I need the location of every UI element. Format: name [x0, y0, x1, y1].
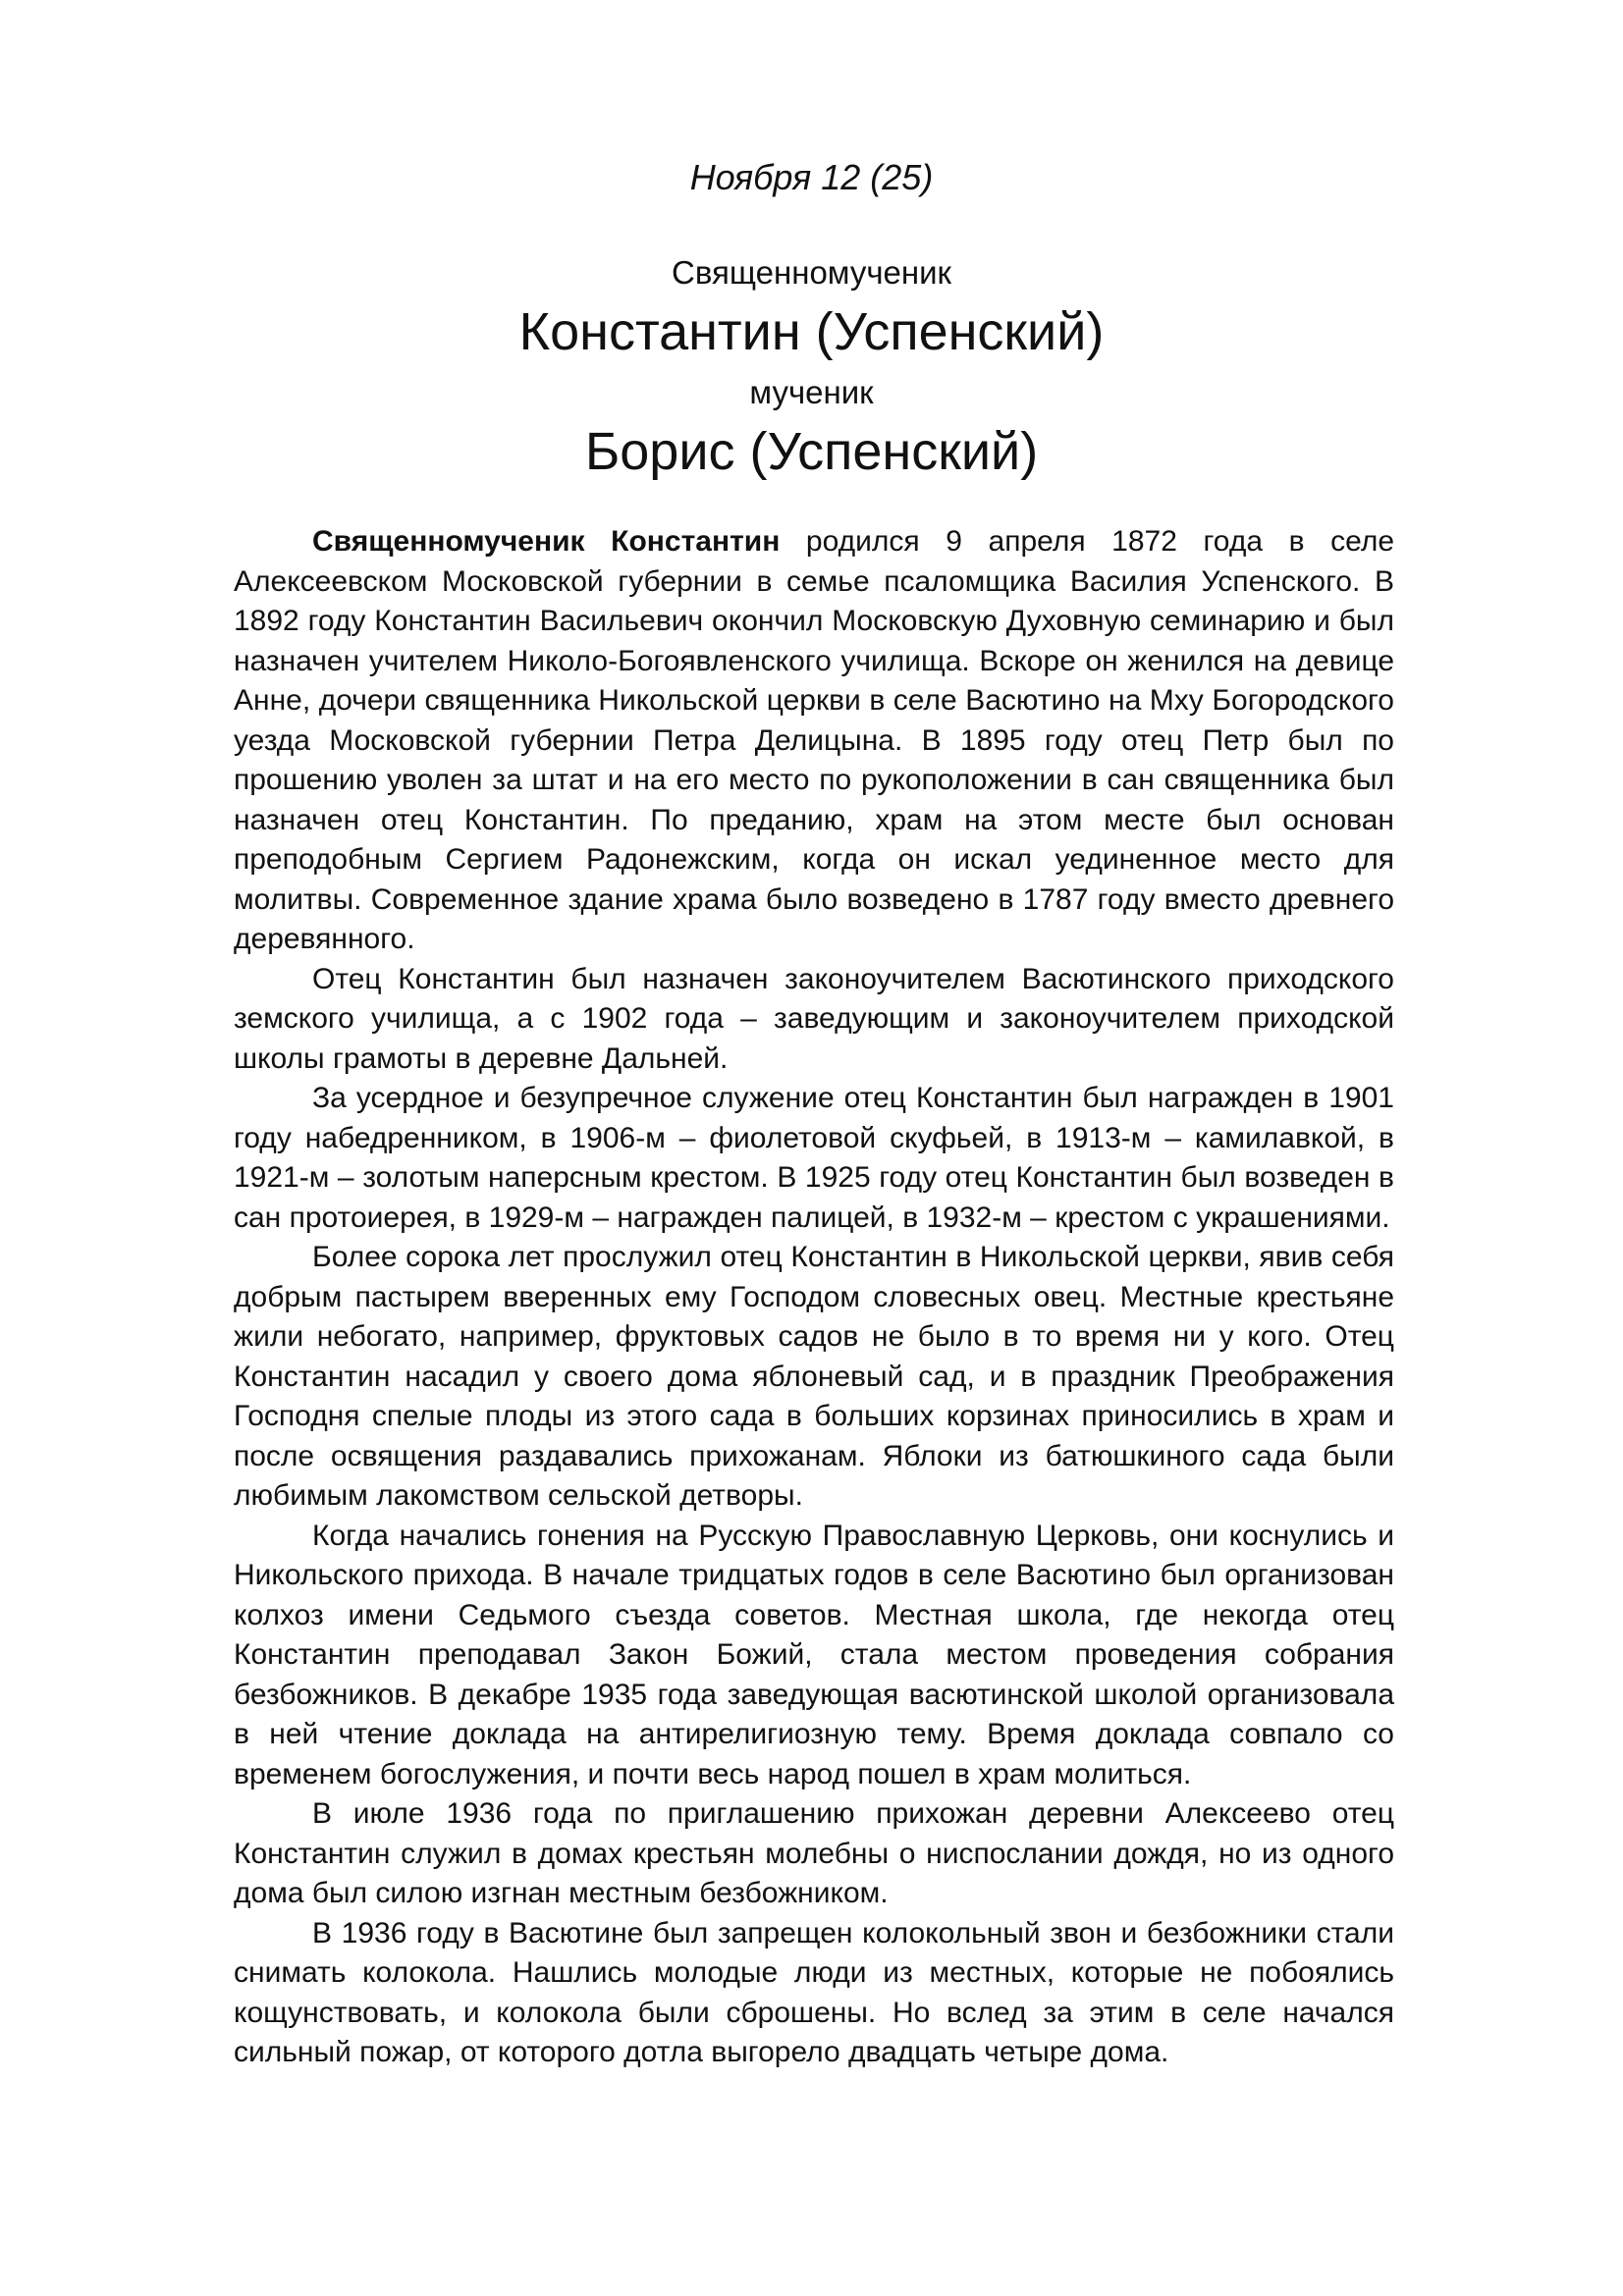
- lead-bold-text: Священномученик Константин: [312, 525, 781, 558]
- title-rank-2: мученик: [749, 374, 874, 410]
- title-name-1: Константин (Успенский): [518, 302, 1105, 361]
- title-rank-1: Священномученик: [672, 254, 951, 291]
- paragraph-7: В 1936 году в Васютине был запрещен колокольный звон и безбожники стали снимать колокола. Нашлись молодые люди из местных, которые не побоялись кощунствовать, и колокола были сброшены. Но вслед за этим в селе начался сильный пожар, от которого дотла выгорело двадцать четыре дома.: [234, 1916, 1394, 2068]
- article-body: [234, 522, 1394, 2073]
- paragraph-6: В июле 1936 года по приглашению прихожан деревни Алексеево отец Константин служил в домах крестьян молебны о ниспослании дождя, но из одного дома был силою изгнан местным безбожником.: [234, 1797, 1394, 1909]
- paragraph-2: Отец Константин был назначен законоучителем Васютинского приходского земского училища, а с 1902 года – заведующим и законоучителем приходской школы грамоты в деревне Дальней.: [234, 962, 1394, 1075]
- title-name-2: Борис (Успенский): [584, 422, 1039, 481]
- paragraph-3: За усердное и безупречное служение отец Константин был награжден в 1901 году набедренником, в 1906-м – фиолетовой скуфьей, в 1913-м – камилавкой, в 1921-м – золотым наперсным крестом. В 1925 году отец Константин был возведен в сан протоиерея, в 1929-м – награжден палицей, в 1932-м – крестом с украшениями.: [234, 1082, 1394, 1234]
- paragraph-4: Более сорока лет прослужил отец Константин в Никольской церкви, явив себя добрым пастырем вверенных ему Господом словесных овец. Местные крестьяне жили небогато, например, фруктовых садов не было в то время ни у кого. Отец Константин насадил у своего дома яблоневый сад, и в праздник Преображения Господня спелые плоды из этого сада в больших корзинах приносились в храм и после освящения раздавались прихожанам. Яблоки из батюшкиного сада были любимым лакомством сельской детворы.: [234, 1241, 1394, 1512]
- paragraph-1-text: родился 9 апреля 1872 года в селе Алексеевском Московской губернии в семье псаломщика Василия Успенского. В 1892 году Константин Васильевич окончил Московскую Духовную семинарию и был назначен учителем Николо-Богоявленского училища. Вскоре он женился на девице Анне, дочери священника Никольской церкви в селе Васютино на Мху Богородского уезда Московской губернии Петра Делицына. В 1895 году отец Петр был по прошению уволен за штат и на его место по рукоположении в сан священника был назначен отец Константин. По преданию, храм на этом месте был основан преподобным Сергием Радонежским, когда он искал уединенное место для молитвы. Современное здание храма было возведено в 1787 году вместо древнего деревянного.: [234, 525, 1395, 955]
- feast-date: Ноября 12 (25): [689, 157, 934, 197]
- paragraph-5: Когда начались гонения на Русскую Православную Церковь, они коснулись и Никольского прихода. В начале тридцатых годов в селе Васютино был организован колхоз имени Седьмого съезда советов. Местная школа, где некогда отец Константин преподавал Закон Божий, стала местом проведения собрания безбожников. В декабре 1935 года заведующая васютинской школой организовала в ней чтение доклада на антирелигиозную тему. Время доклада совпало со временем богослужения, и почти весь народ пошел в храм молиться.: [234, 1519, 1394, 1790]
- paragraph-1: [234, 522, 1394, 960]
- title-block: [0, 250, 1623, 490]
